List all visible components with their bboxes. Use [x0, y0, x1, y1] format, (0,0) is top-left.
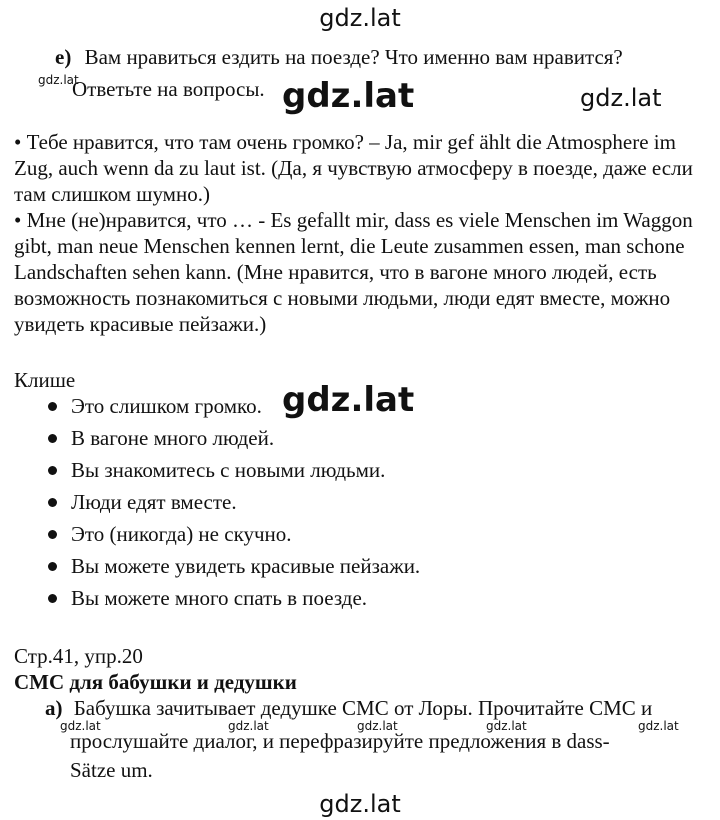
- exercise-text-3: Sätze um.: [70, 758, 153, 782]
- list-item-text: Люди едят вместе.: [71, 490, 237, 514]
- bullet-icon: [48, 562, 57, 571]
- answer-paragraph-1: • Тебе нравится, что там очень громко? – Ja, mir gef ählt die Atmosphere im Zug, auch wenn da zu laut ist. (Да, я чувствую атмосферу в поезде, даже если там слишком шумно.): [14, 130, 693, 206]
- exercise-reference: Стр.41, упр.20: [14, 644, 143, 668]
- watermark-small: gdz.lat: [638, 719, 679, 733]
- list-item: [14, 425, 654, 457]
- watermark-large: gdz.lat: [282, 380, 415, 420]
- list-item-text: Это (никогда) не скучно.: [71, 522, 292, 546]
- watermark-small: gdz.lat: [486, 719, 527, 733]
- bullet-icon: [48, 402, 57, 411]
- bullet-icon: [48, 434, 57, 443]
- cliche-list: [14, 393, 654, 617]
- cliche-heading: Клише: [14, 368, 76, 392]
- watermark-top: gdz.lat: [319, 4, 401, 32]
- watermark-small: gdz.lat: [38, 73, 79, 87]
- list-item-text: Это слишком громко.: [71, 394, 262, 418]
- task-e-line: [55, 44, 623, 70]
- watermark-large: gdz.lat: [282, 76, 415, 116]
- list-item: [14, 521, 654, 553]
- bullet-icon: [48, 498, 57, 507]
- list-item-text: Вы можете увидеть красивые пейзажи.: [71, 554, 421, 578]
- exercise-text-1: Бабушка зачитывает дедушке СМС от Лоры. Прочитайте СМС и: [73, 696, 653, 720]
- exercise-title: СМС для бабушки и дедушки: [14, 670, 297, 694]
- exercise-line-1: [45, 695, 652, 721]
- exercise-marker: а): [45, 696, 63, 720]
- bullet-icon: [48, 466, 57, 475]
- exercise-text-2: прослушайте диалог, и перефразируйте предложения в dass-: [70, 729, 610, 753]
- watermark-small: gdz.lat: [357, 719, 398, 733]
- list-item-text: Вы можете много спать в поезде.: [71, 586, 368, 610]
- list-item: [14, 457, 654, 489]
- bullet-icon: [48, 594, 57, 603]
- bullet-icon: [48, 530, 57, 539]
- list-item-text: В вагоне много людей.: [71, 426, 275, 450]
- list-item: [14, 489, 654, 521]
- answer-paragraph-2: • Мне (не)нравится, что … - Es gefallt mir, dass es viele Menschen im Waggon gibt, man neue Menschen kennen lernt, die Leute zusammen essen, man schone Landschaften sehen kann. (Мне нравится, что в вагоне много людей, есть возможность познакомиться с новыми людьми, люди едят вместе, можно увидеть красивые пейзажи.): [14, 208, 693, 336]
- watermark-small: gdz.lat: [60, 719, 101, 733]
- watermark-right: gdz.lat: [580, 84, 662, 112]
- list-item: [14, 585, 654, 617]
- task-e-marker: e): [55, 45, 72, 69]
- watermark-bottom: gdz.lat: [319, 790, 401, 818]
- task-e-instruction: Ответьте на вопросы.: [72, 77, 265, 101]
- task-e-question: Вам нравиться ездить на поезде? Что именно вам нравится?: [84, 45, 623, 69]
- watermark-small: gdz.lat: [228, 719, 269, 733]
- list-item-text: Вы знакомитесь с новыми людьми.: [71, 458, 386, 482]
- list-item: [14, 553, 654, 585]
